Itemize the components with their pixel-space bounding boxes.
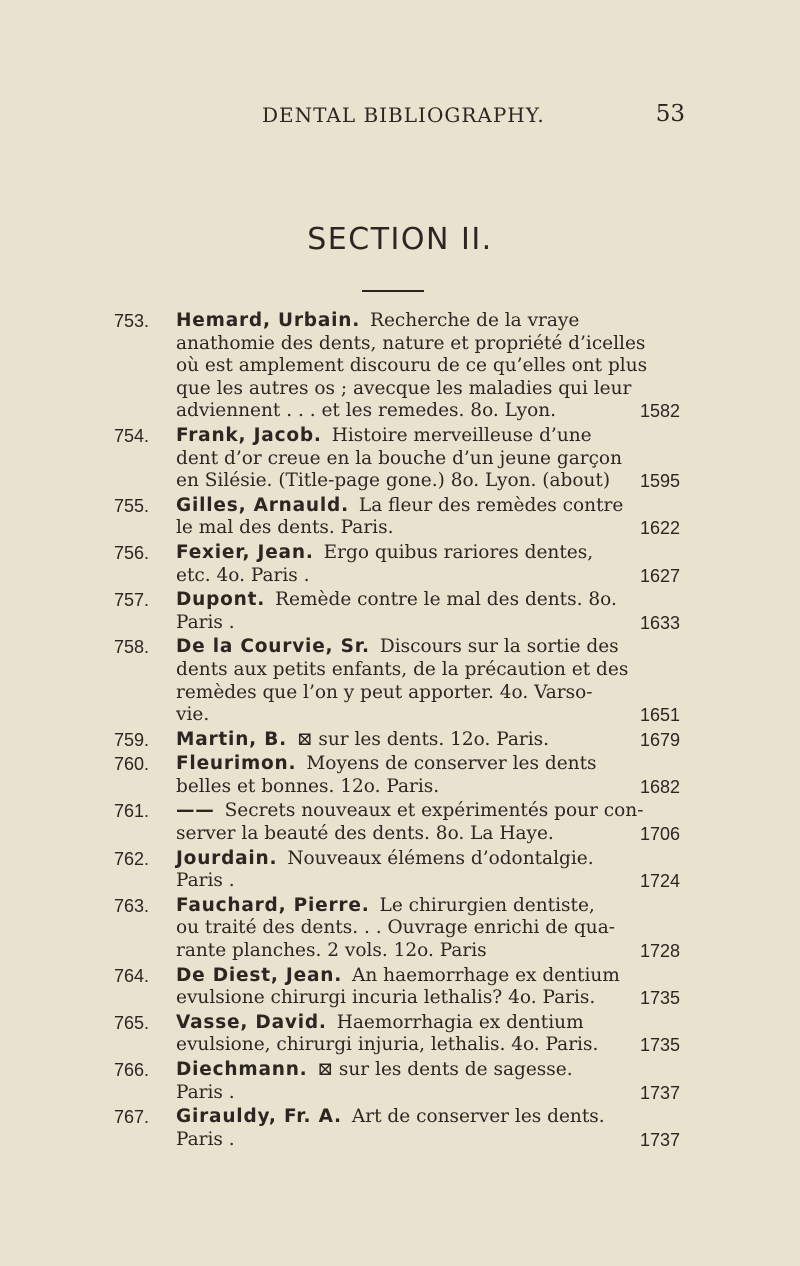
entry-line [0, 355, 800, 378]
entry-line [0, 659, 800, 682]
entry-text: Nouveaux élémens d’odontalgie. [287, 847, 594, 869]
author-name: Martin, B. [176, 728, 287, 750]
publication-year: 1651 [640, 705, 681, 726]
entry-line [0, 1082, 800, 1105]
entry-text: dents aux petits enfants, de la précaution et des [176, 658, 629, 680]
entry-line [0, 565, 800, 588]
entry-line [0, 1012, 800, 1035]
entry-line [0, 495, 800, 518]
entry-line [0, 612, 800, 635]
entry-number: 756. [114, 542, 150, 563]
entry-number: 757. [114, 590, 150, 611]
entry-text: dent d’or creue en la bouche d’un jeune garçon [176, 447, 622, 469]
entry-text: anathomie des dents, nature et propriété d’icelles [176, 332, 646, 354]
entry-number: 759. [114, 729, 150, 750]
entry-text: Remède contre le mal des dents. 8o. [275, 589, 617, 611]
entry-line [0, 1034, 800, 1057]
entry-text: Art de conserver les dents. [351, 1106, 605, 1128]
entry-line [0, 425, 800, 448]
bibliography-entry [0, 425, 800, 493]
entry-text: le mal des dents. Paris. [176, 517, 394, 539]
entry-line [0, 848, 800, 871]
bibliography-entry [0, 1106, 800, 1151]
entry-number: 753. [114, 311, 150, 331]
entry-text: ⊠ sur les dents de sagesse. [317, 1059, 573, 1080]
entry-line [0, 517, 800, 540]
bibliography-entry [0, 848, 800, 893]
author-name: De Diest, Jean. [176, 964, 343, 986]
entry-line [0, 870, 800, 893]
bibliography-entry [0, 800, 800, 845]
entry-line [0, 448, 800, 471]
entry-number: 766. [114, 1060, 150, 1080]
entry-text: que les autres os ; avecque les maladies qui leur [176, 377, 632, 399]
author-name: Fleurimon. [176, 753, 297, 775]
publication-year: 1633 [640, 612, 681, 633]
bibliography-entry [0, 895, 800, 963]
entry-number: 767. [114, 1107, 150, 1128]
entry-number: 765. [114, 1012, 150, 1033]
entry-line [0, 895, 800, 918]
publication-year: 1682 [640, 776, 681, 797]
entry-text: An haemorrhage ex dentium [352, 964, 620, 986]
publication-year: 1728 [640, 941, 681, 962]
publication-year: 1595 [640, 471, 681, 492]
entry-text: Haemorrhagia ex dentium [336, 1011, 584, 1033]
entry-line [0, 310, 800, 333]
author-name: Fauchard, Pierre. [176, 894, 370, 916]
entry-text: Recherche de la vraye [370, 310, 580, 331]
entry-line [0, 800, 800, 823]
entry-text: vie. [176, 704, 210, 726]
entry-line [0, 776, 800, 799]
entry-line [0, 333, 800, 356]
entry-line [0, 823, 800, 846]
entry-number: 758. [114, 637, 150, 658]
entry-text: server la beauté des dents. 8o. La Haye. [176, 823, 554, 845]
bibliography-entry [0, 1012, 800, 1057]
entry-text: Paris . [176, 611, 235, 633]
author-name: Gilles, Arnauld. [176, 494, 349, 516]
entry-line [0, 682, 800, 705]
bibliography-entry [0, 589, 800, 634]
bibliography-entry [0, 542, 800, 587]
bibliography-entry [0, 1059, 800, 1104]
author-name: Hemard, Urbain. [176, 310, 361, 331]
author-name: Jourdain. [176, 847, 278, 869]
entry-text: Paris . [176, 1081, 235, 1103]
publication-year: 1724 [640, 871, 681, 892]
publication-year: 1706 [640, 824, 681, 845]
bibliography-entry [0, 753, 800, 798]
entry-line [0, 753, 800, 776]
entry-number: 761. [114, 801, 150, 822]
entry-text: Paris . [176, 1128, 235, 1150]
entry-line [0, 1106, 800, 1129]
entry-text: evulsione chirurgi incuria lethalis? 4o. Paris. [176, 987, 596, 1009]
author-name: —— [176, 800, 215, 822]
publication-year: 1582 [640, 401, 681, 422]
entry-line [0, 636, 800, 659]
entry-text: Discours sur la sortie des [379, 636, 619, 658]
entry-number: 760. [114, 754, 150, 775]
entry-line [0, 729, 800, 752]
publication-year: 1735 [640, 988, 681, 1009]
entry-text: La fleur des remèdes contre [358, 494, 624, 516]
entry-text: belles et bonnes. 12o. Paris. [176, 775, 440, 797]
entry-text: ⊠ sur les dents. 12o. Paris. [296, 728, 550, 750]
entry-line [0, 940, 800, 963]
entry-text: evulsione, chirurgi injuria, lethalis. 4o. Paris. [176, 1034, 599, 1056]
publication-year: 1737 [640, 1082, 681, 1103]
entry-number: 762. [114, 848, 150, 869]
entry-text: où est amplement discouru de ce qu’elles ont plus [176, 355, 648, 377]
entry-number: 764. [114, 965, 150, 986]
entry-line [0, 965, 800, 988]
entry-number: 754. [114, 425, 150, 446]
bibliography-entry [0, 310, 800, 423]
entry-text: Histoire merveilleuse d’une [331, 424, 592, 446]
running-head-title: DENTAL BIBLIOGRAPHY. [262, 103, 545, 127]
entry-line [0, 917, 800, 940]
entry-line [0, 704, 800, 727]
entry-line [0, 1129, 800, 1152]
entry-line [0, 542, 800, 565]
author-name: Diechmann. [176, 1059, 308, 1080]
page-number: 53 [655, 101, 685, 127]
entry-text: Moyens de conserver les dents [306, 753, 597, 775]
entry-text: ou traité des dents. . . Ouvrage enrichi de qua- [176, 917, 615, 939]
publication-year: 1627 [640, 565, 681, 586]
entry-text: en Silésie. (Title-page gone.) 8o. Lyon. (about) [176, 470, 611, 492]
entry-text: Paris . [176, 870, 235, 892]
entry-number: 763. [114, 895, 150, 916]
entry-line [0, 987, 800, 1010]
entry-text: remèdes que l’on y peut apporter. 4o. Varso- [176, 681, 593, 703]
entry-line [0, 470, 800, 493]
author-name: Frank, Jacob. [176, 424, 322, 446]
author-name: Vasse, David. [176, 1011, 327, 1033]
entry-line [0, 400, 800, 423]
publication-year: 1735 [640, 1035, 681, 1056]
author-name: Dupont. [176, 589, 266, 611]
entry-text: adviennent . . . et les remedes. 8o. Lyon. [176, 400, 556, 422]
section-rule [362, 290, 424, 292]
bibliography-entry [0, 965, 800, 1010]
publication-year: 1622 [640, 518, 681, 539]
entry-text: Secrets nouveaux et expérimentés pour con- [224, 800, 644, 822]
bibliography-entry [0, 636, 800, 726]
entry-text: Ergo quibus rariores dentes, [323, 541, 594, 563]
entry-text: Le chirurgien dentiste, [379, 894, 595, 916]
entry-text: rante planches. 2 vols. 12o. Paris [176, 940, 487, 962]
publication-year: 1737 [640, 1129, 681, 1150]
section-title: SECTION II. [307, 222, 493, 257]
entry-text: etc. 4o. Paris . [176, 564, 310, 586]
entry-line [0, 378, 800, 401]
bibliography-entries [0, 310, 800, 1153]
bibliography-entry [0, 495, 800, 540]
author-name: Girauldy, Fr. A. [176, 1106, 342, 1128]
author-name: De la Courvie, Sr. [176, 636, 370, 658]
publication-year: 1679 [640, 729, 681, 750]
author-name: Fexier, Jean. [176, 541, 314, 563]
entry-line [0, 589, 800, 612]
entry-line [0, 1059, 800, 1082]
running-head [0, 103, 800, 133]
bibliography-entry [0, 729, 800, 752]
entry-number: 755. [114, 495, 150, 516]
